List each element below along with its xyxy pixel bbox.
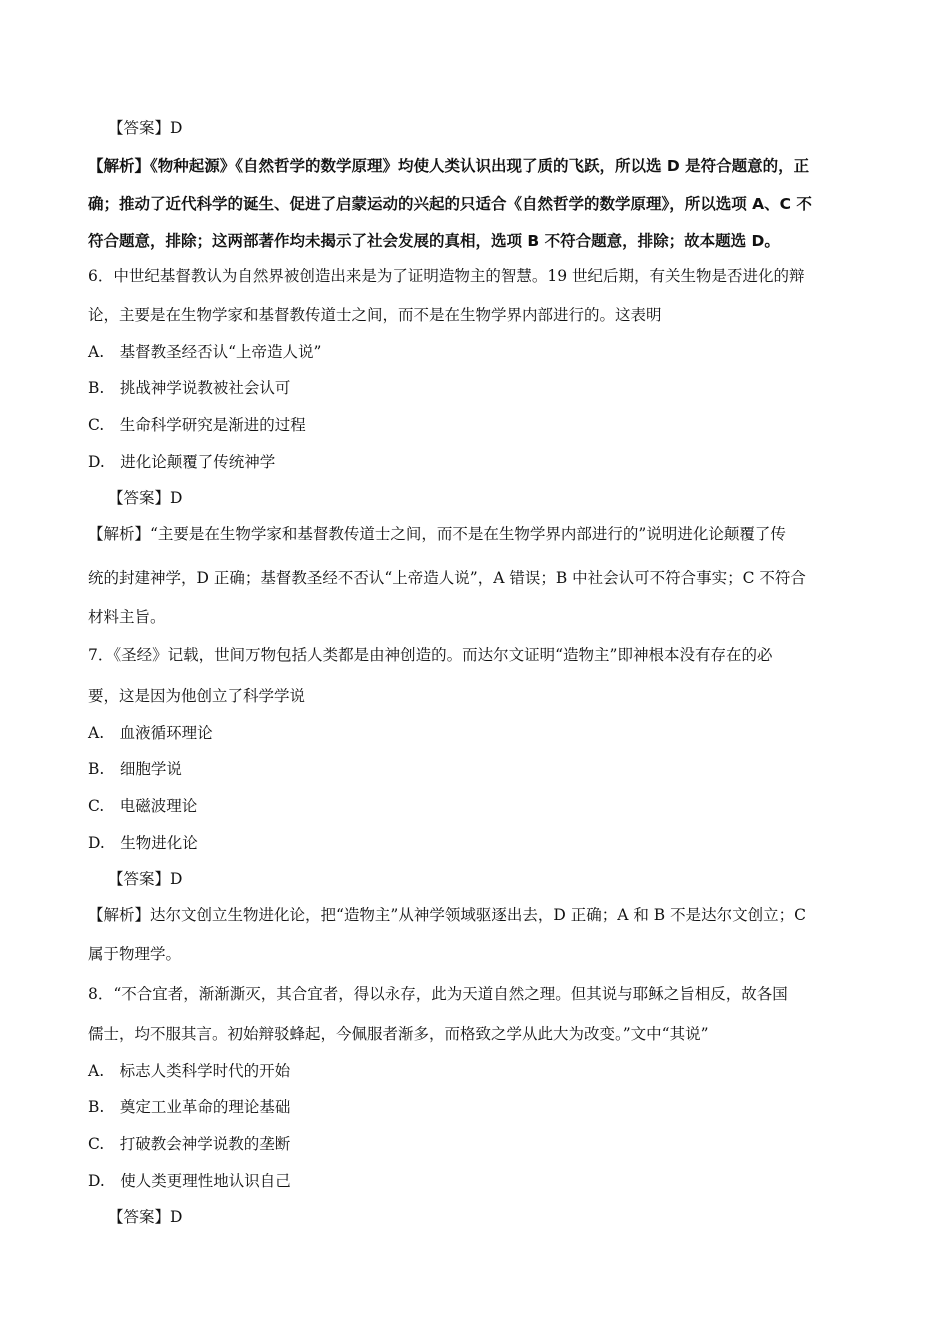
question-8-stem-line1: 8．“不合宜者，渐渐澌灭，其合宜者，得以永存，此为天道自然之理。但其说与耶稣之旨相反，故各国 [88, 985, 788, 1003]
question-6-option-c: C. 生命科学研究是渐进的过程 [88, 416, 306, 434]
question-8-option-c: C. 打破教会神学说教的垄断 [88, 1135, 291, 1153]
question-7-option-c: C. 电磁波理论 [88, 797, 198, 815]
answer-q7: 【答案】D [108, 870, 183, 888]
analysis-q6-line2: 统的封建神学，D 正确；基督教圣经不否认“上帝造人说”，A 错误；B 中社会认可不符合事实；C 不符合 [88, 569, 806, 587]
question-8-option-a: A. 标志人类科学时代的开始 [88, 1062, 291, 1080]
question-7-option-b: B. 细胞学说 [88, 760, 182, 778]
analysis-q6-line1: 【解析】“主要是在生物学家和基督教传道士之间，而不是在生物学界内部进行的”说明进化论颠覆了传 [88, 525, 786, 543]
question-7-option-a: A. 血液循环理论 [88, 724, 213, 742]
analysis-q7-line2: 属于物理学。 [88, 945, 182, 963]
analysis-q5-line3: 符合题意，排除；这两部著作均未揭示了社会发展的真相，选项 B 不符合题意，排除；故本题选 D。 [88, 232, 780, 250]
question-7-stem-line1: 7．《圣经》记载，世间万物包括人类都是由神创造的。而达尔文证明“造物主”即神根本没有存在的必 [88, 646, 773, 664]
question-8-option-b: B. 奠定工业革命的理论基础 [88, 1098, 291, 1116]
answer-q8: 【答案】D [108, 1208, 183, 1226]
question-6-stem-line2: 论，主要是在生物学家和基督教传道士之间，而不是在生物学界内部进行的。这表明 [88, 306, 662, 324]
analysis-q5-line2: 确；推动了近代科学的诞生、促进了启蒙运动的兴起的只适合《自然哲学的数学原理》，所以选项 A、C 不 [88, 195, 812, 213]
question-7-stem-line2: 要，这是因为他创立了科学学说 [88, 687, 306, 705]
question-6-stem-line1: 6．中世纪基督教认为自然界被创造出来是为了证明造物主的智慧。19 世纪后期，有关生物是否进化的辩 [88, 267, 805, 285]
answer-q5: 【答案】D [108, 119, 183, 137]
analysis-q7-line1: 【解析】达尔文创立生物进化论，把“造物主”从神学领域驱逐出去，D 正确；A 和 B 不是达尔文创立；C [88, 906, 806, 924]
question-6-option-d: D. 进化论颠覆了传统神学 [88, 453, 276, 471]
answer-q6: 【答案】D [108, 489, 183, 507]
analysis-q5-line1: 【解析】《物种起源》《自然哲学的数学原理》均使人类认识出现了质的飞跃，所以选 D 是符合题意的，正 [88, 157, 810, 175]
question-7-option-d: D. 生物进化论 [88, 834, 198, 852]
question-6-option-b: B. 挑战神学说教被社会认可 [88, 379, 291, 397]
question-8-option-d: D. 使人类更理性地认识自己 [88, 1172, 291, 1190]
question-8-stem-line2: 儒士，均不服其言。初始辩驳蜂起，今佩服者渐多，而格致之学从此大为改变。”文中“其说” [88, 1025, 709, 1043]
analysis-q6-line3: 材料主旨。 [88, 608, 166, 626]
question-6-option-a: A. 基督教圣经否认“上帝造人说” [88, 343, 322, 361]
